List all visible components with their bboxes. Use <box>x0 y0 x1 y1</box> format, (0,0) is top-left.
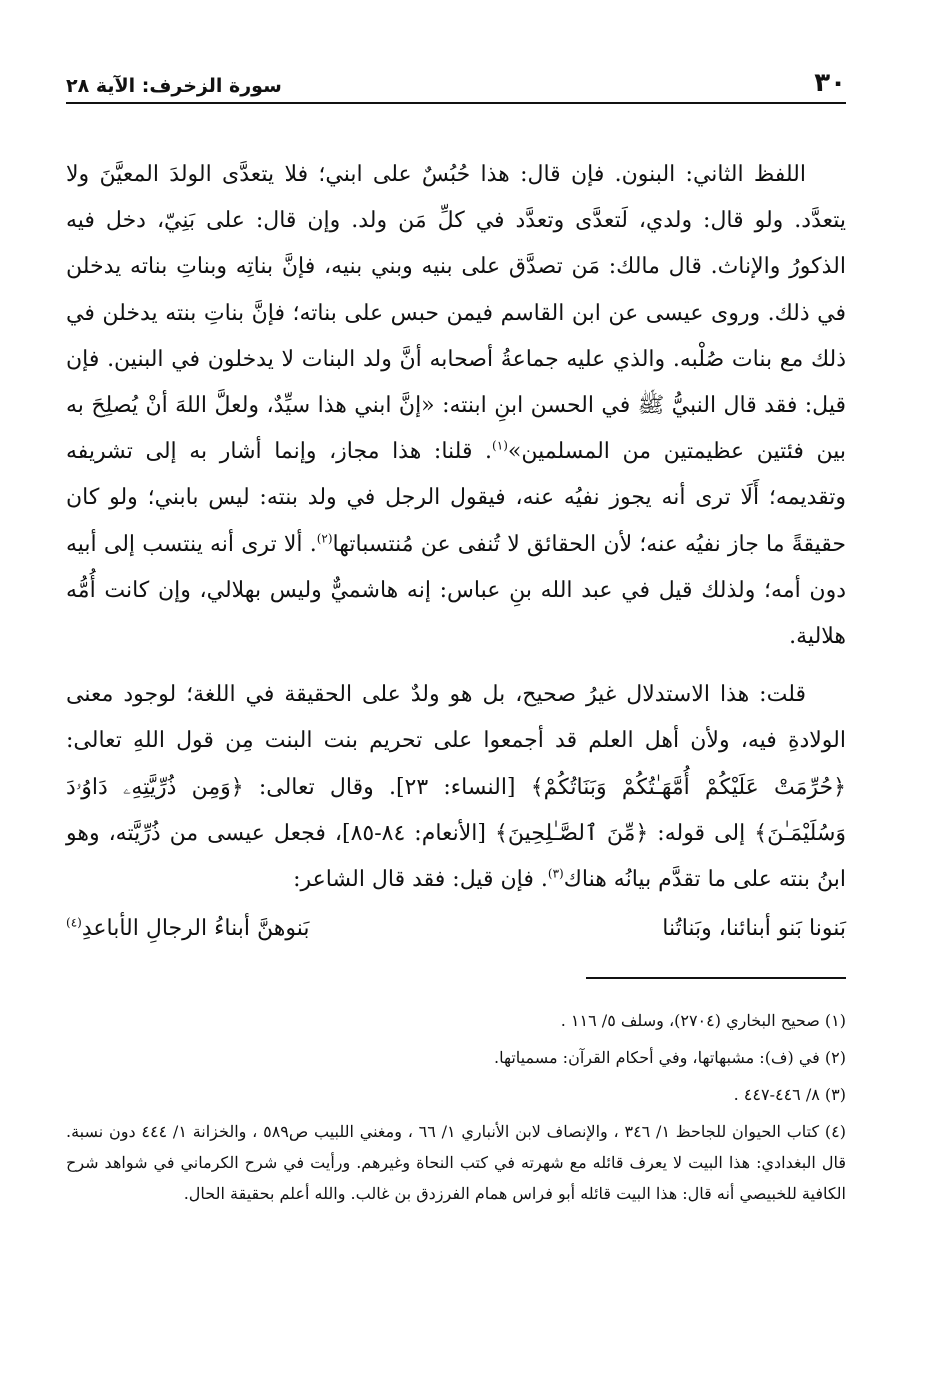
footnote-ref-4: (٤) <box>66 915 82 930</box>
footnote-4: (٤) كتاب الحيوان للجاحظ ١/ ٣٤٦ ، والإنصاف لابن الأنباري ١/ ٦٦ ، ومغني اللبيب ص٥٨٩ ، والخزانة ١/ ٤٤٤ دون نسبة. قال البغدادي: هذا البيت لا يعرف قائله مع شهرته في كتب النحاة وغيرهم. ورأيت في شرح الكرماني في شواهد شرح الكافية للخبيصي أنه قال: هذا البيت قائله أبو فراس همام الفرزدق بن غالب. والله أعلم بحقيقة الحال. <box>66 1122 846 1204</box>
paragraph-first-end: . ألا ترى أنه ينتسب إلى أبيه دون أمه؛ ولذلك قيل في عبد الله بنِ عباس: إنه هاشميٌّ وليس بهلالي، وإن كانت أُمُّه هلالية. <box>66 531 846 650</box>
verse-second-text: بَنوهنَّ أبناءُ الرجالِ الأباعدِ <box>81 915 310 941</box>
poetry-verse <box>66 905 846 951</box>
footnote-2: (٢) في (ف): مشبهاتها، وفي أحكام القرآن: مسمياتها. <box>494 1048 846 1068</box>
main-text <box>66 152 846 903</box>
footnote-3: (٣) ٨/ ٤٤٦-٤٤٧ . <box>733 1085 846 1105</box>
footnotes <box>66 1005 846 1209</box>
page-number: ٣٠ <box>814 68 846 98</box>
footnote-ref-1: (١) <box>492 438 508 453</box>
paragraph-first-continued: . قلنا: هذا مجاز، وإنما أشار به إلى تشريفه وتقديمه؛ أَلَا ترى أنه يجوز نفيُه عنه، فيقول الرجل في ولد بنته: ليس بابني؛ ولو كان حقيقةً ما جاز نفيُه عنه؛ لأن الحقائق لا تُنفى عن مُنتسباتها <box>66 439 846 557</box>
paragraph-first <box>66 152 846 660</box>
running-title: سورة الزخرف: الآية ٢٨ <box>66 75 282 97</box>
footnote-separator <box>586 977 846 979</box>
verse-first-hemistich: بَنونا بَنو أبنائنا، وبَناتُنا <box>662 915 846 941</box>
page-header <box>66 60 846 104</box>
paragraph-first-text: اللفظ الثاني: البنون. فإن قال: هذا حُبُسٌ على ابني؛ فلا يتعدَّى الولدَ المعيَّنَ ولا يتعدَّد. ولو قال: ولدي، لَتعدَّى وتعدَّد في كلِّ مَن ولد. وإن قال: على بَنِيّ، دخل فيه الذكورُ والإناث. قال مالك: مَن تصدَّق على بنيه وبني بنيه، فإنَّ بناتِه وبناتِ بناته يدخلن في ذلك. وروى عيسى عن ابن القاسم فيمن حبس على بناته؛ فإنَّ بناتِ بنته يدخلن في ذلك مع بنات صُلْبه. والذي عليه جماعةُ أصحابه أنَّ ولد البنات لا يدخلون في البنين. فإن قيل: فقد قال النبيُّ ﷺ في الحسن ابنِ ابنته: «إنَّ ابني هذا سيِّدٌ، ولعلَّ اللهَ أنْ يُصلِحَ به بين فئتين عظيمتين من المسلمين» <box>66 162 846 465</box>
footnote-ref-2: (٢) <box>316 531 333 546</box>
book-page <box>66 60 846 1360</box>
verse-second-hemistich <box>66 916 309 941</box>
paragraph-second-text: قلت: هذا الاستدلال غيرُ صحيح، بل هو ولدٌ على الحقيقة في اللغة؛ لوجود معنى الولادةِ فيه، ولأن أهل العلم قد أجمعوا على تحريم بنت البنت مِن قول اللهِ تعالى: ﴿حُرِّمَتْ عَلَيْكُمْ أُمَّهَـٰتُكُمْ وَبَنَاتُكُمْ﴾ [النساء: ٢٣]. وقال تعالى: ﴿وَمِن ذُرِّيَّتِهِۦ دَاوُۥدَ وَسُلَيْمَـٰنَ﴾ إلى قوله: ﴿مِّنَ ٱلصَّـٰلِحِينَ﴾ [الأنعام: ٨٤-٨٥]، فجعل عيسى من ذُرِّيَّته، وهو ابنُ بنته على ما تقدَّم بيانُه هناك <box>66 682 846 893</box>
footnote-1: (١) صحيح البخاري (٢٧٠٤)، وسلف ٥/ ١١٦ . <box>560 1011 846 1031</box>
paragraph-second-end: . فإن قيل: فقد قال الشاعر: <box>293 867 548 893</box>
paragraph-second <box>66 672 846 903</box>
footnote-ref-3: (٣) <box>547 866 564 881</box>
